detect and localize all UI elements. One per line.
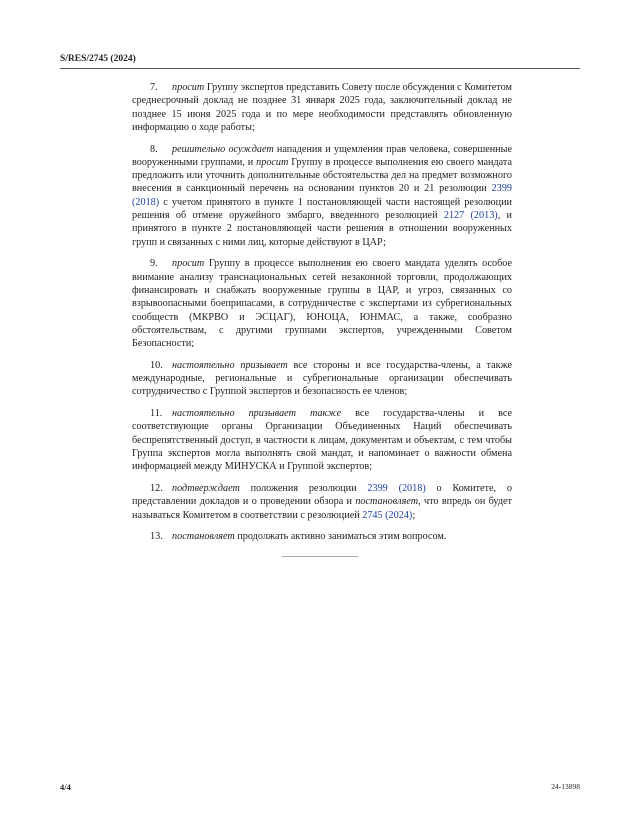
resolution-link[interactable]: 2399 (2018)	[367, 482, 426, 494]
operative-paragraph	[132, 482, 512, 522]
paragraph-text: все стороны и все государства-члены, а также международные, региональные и субрегиональные организации обеспечивать сотрудничество с Группой экспертов и безопасность ее членов;	[132, 359, 513, 398]
paragraph-text: , и принятого в пункте 2 постановляющей части решения в отношении вооруженных групп и связанных с ними лиц, которые действуют в ЦАР;	[132, 210, 513, 248]
paragraph-text: ;	[412, 509, 416, 521]
operative-verb: настоятельно призывает также	[172, 408, 342, 420]
operative-verb: настоятельно призывает	[172, 359, 288, 371]
operative-verb: постановляет	[172, 531, 235, 543]
operative-paragraph	[132, 530, 512, 543]
operative-verb: просит	[172, 258, 205, 270]
operative-verb: подтверждает	[172, 482, 240, 494]
operative-verb: просит	[256, 156, 289, 168]
resolution-link[interactable]: 2399 (2018)	[132, 183, 512, 208]
end-divider	[282, 556, 358, 557]
paragraph-number: 7.	[150, 82, 158, 93]
operative-verb: просит	[172, 82, 205, 93]
resolution-link[interactable]: 2127 (2013)	[443, 210, 498, 222]
paragraph-number: 12.	[150, 482, 163, 494]
operative-paragraph	[132, 359, 512, 399]
resolution-body	[132, 81, 512, 552]
page-number: 4/4	[60, 782, 71, 792]
paragraph-text: о Комитете, о представлении докладов и о проведении обзора и	[132, 482, 512, 508]
document-code: 24-13898	[551, 782, 580, 791]
paragraph-text: нападения и ущемления прав человека, совершенные вооруженными группами, и	[132, 143, 512, 168]
paragraph-number: 13.	[150, 531, 163, 543]
paragraph-text: все государства-члены и все соответствующие органы Организации Объединенных Наций обеспечивать беспрепятственный доступ, в частности к лицам, документам и объектам, с тем чтобы Группа экспертов могла выполнять свой мандат, и напоминает о важности обмена информацией между МИНУСКА и Группой экспертов;	[132, 408, 512, 473]
paragraph-text: Группу экспертов представить Совету после обсуждения с Комитетом среднесрочный доклад не позднее 31 января 2025 года, заключительный доклад не позднее 15 июня 2025 года и по мере необходимости представлять обновленную информацию о ходе работы;	[132, 82, 512, 133]
operative-paragraph	[132, 81, 512, 134]
operative-verb: решительно осуждает	[172, 143, 274, 155]
paragraph-text: , что впредь он будет называться Комитетом в соответствии с резолюцией	[132, 496, 512, 521]
paragraph-number: 11.	[150, 408, 163, 420]
paragraph-text: Группу в процессе выполнения ею своего мандата уделять особое внимание анализу транснациональных сетей незаконной торговли, продолжающих финансировать и снабжать вооруженные группы в ЦАР, и угроз, связанных со взрывоопасными боеприпасами, в сотрудничестве с экспертами из субрегиональных сообществ (МКРВО и ЭСЦАГ), ЮНОЦА, ЮНМАС, а также, сообразно обстоятельствам, с другими группами экспертов, учрежденными Советом Безопасности;	[132, 258, 512, 350]
paragraph-text: продолжать активно заниматься этим вопросом.	[234, 531, 447, 543]
document-symbol: S/RES/2745 (2024)	[60, 54, 136, 64]
operative-paragraph	[132, 257, 512, 350]
header-rule	[60, 68, 580, 69]
operative-paragraph	[132, 143, 512, 249]
resolution-link[interactable]: 2745 (2024)	[362, 509, 413, 521]
operative-verb: постановляет	[355, 496, 419, 508]
paragraph-text: Группу в процессе выполнения ею своего мандата предложить или уточнить дополнительные обстоятельства дел на предмет возможного внесения в санкционный перечень на основании пунктов 20 и 21 резолюции	[132, 156, 512, 195]
paragraph-number: 8.	[150, 143, 158, 155]
paragraph-number: 10.	[150, 359, 163, 371]
paragraph-text: положения резолюции	[239, 482, 368, 494]
paragraph-text: с учетом принятого в пункте 1 постановляющей части настоящей резолюции решения об отмене оружейного эмбарго, введенного резолюцией	[132, 196, 512, 222]
operative-paragraph	[132, 407, 512, 473]
paragraph-number: 9.	[150, 258, 158, 270]
